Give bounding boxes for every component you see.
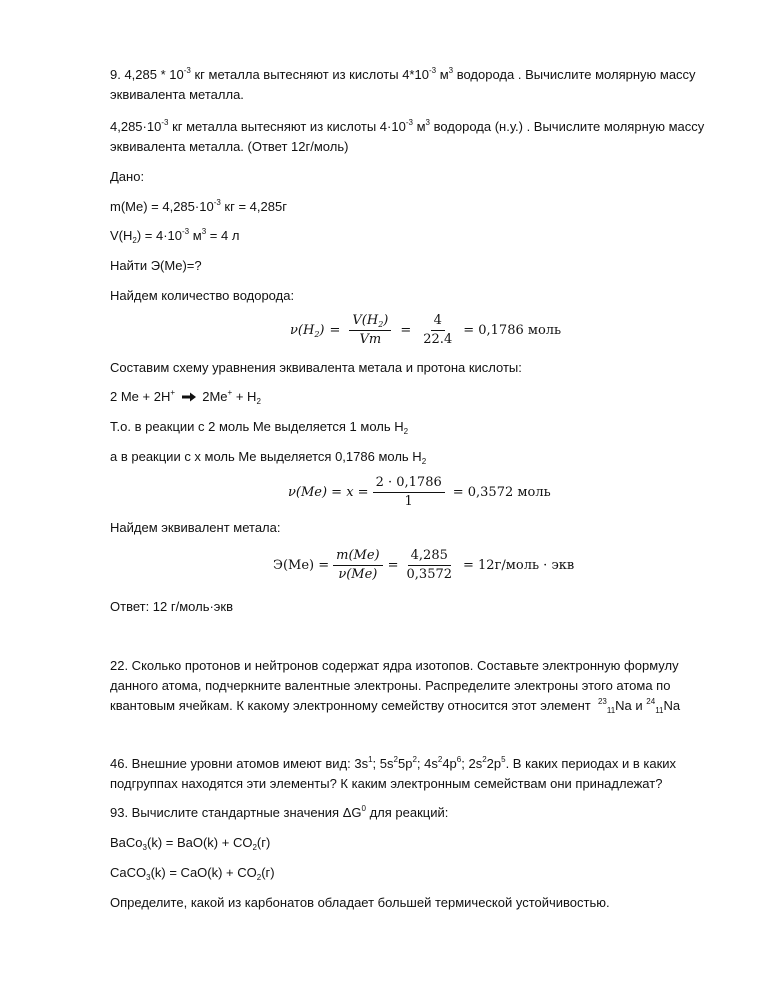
- formula-hydrogen-amount: $\nu(H_2)$ = $\frac{V(H_2)}{Vm}$ = $\frac{4}{22.4}$ = 0,1786 моль: [290, 313, 562, 347]
- problem-46-line-2: подгруппах находятся эти элементы? К каким электронным семействам они принадлежат?: [110, 776, 663, 791]
- formula-metal-amount: ν(Me) = x = $\frac{2 \cdot 0,1786}{1}$ = 0,3572 моль: [288, 475, 551, 509]
- formula-equivalent: Э(Me) = $\frac{m(Me)}{\nu(Me)}$ = $\frac{4,285}{0,3572}$ = 12г/моль · экв: [273, 548, 575, 582]
- problem-9-line-2: эквивалента металла.: [110, 87, 244, 102]
- reaction-equation: 2 Me + 2H+ $2Me^+ + H_2$: [110, 388, 261, 406]
- given-label: Дано:: [110, 169, 145, 184]
- problem-22-line-3: квантовым ячейкам. К какому электронному семейству относится этот элемент $^{23}_{11}$Na и $^{24}_{11}$Na: [110, 697, 681, 715]
- given-volume: $V(H_2) = 4\cdot 10^{-3}$ $м^3 = 4$ л: [110, 227, 240, 245]
- ratio-line-1: Т.о. в реакции с 2 моль Me выделяется 1 моль $H_2$: [110, 419, 409, 436]
- problem-9-line-1: 9. $4,285 * 10^{-3}$ кг металла вытесняют из кислоты $4*10^{-3}$ $м^3$ водорода . Вычислите молярную массу: [110, 66, 696, 82]
- fraction-values: $\frac{4,285}{0,3572}$: [406, 548, 453, 582]
- problem-46-line-1: 46. Внешние уровни атомов имеют вид: $3s^1$; $5s^25p^2$; $4s^24p^6$; $2s^22p^5$. В каких периодах и в каких: [110, 755, 677, 771]
- problem-9b-line-1: $4,285\cdot 10^{-3}$ кг металла вытесняют из кислоты $4\cdot 10^{-3}$ $м^3$ водорода (н.у.) . Вычислите молярную массу: [110, 118, 705, 134]
- scheme-heading: Составим схему уравнения эквивалента метала и протона кислоты:: [110, 360, 522, 375]
- reaction-barium: BaCo$_3$(k) = $BaO(k) + CO_2(г)$: [110, 835, 271, 852]
- arrow-right-icon: [181, 392, 197, 402]
- problem-22-line-1: 22. Сколько протонов и нейтронов содержат ядра изотопов. Составьте электронную формулу: [110, 658, 679, 673]
- find-equivalent-heading: Найдем эквивалент метала:: [110, 520, 281, 535]
- problem-22-line-2: данного атома, подчеркните валентные электроны. Распределите электроны этого атома по: [110, 678, 671, 693]
- fraction-4-over-22-4: $\frac{4}{22.4}$: [423, 313, 453, 347]
- fraction-v-over-vm: $\frac{V(H_2)}{Vm}$: [349, 313, 391, 348]
- ratio-line-2: а в реакции с x моль Me выделяется 0,1786 моль $H_2$: [110, 449, 427, 466]
- fraction-2x-over-1: $\frac{2 \cdot 0,1786}{1}$: [373, 475, 445, 510]
- reaction-calcium: CaCO$_3$(k) = $CaO(k) + CO_2(г)$: [110, 865, 275, 882]
- answer: Ответ: 12 г/моль·экв: [110, 599, 234, 614]
- problem-9b-line-2: эквивалента металла. (Ответ 12г/моль): [110, 139, 349, 154]
- given-mass: $m(Me) = 4,285\cdot 10^{-3}$ кг = 4,285г: [110, 198, 287, 214]
- problem-93-heading: 93. Вычислите стандартные значения $\Delta G^0$ для реакций:: [110, 804, 449, 820]
- find-hydrogen-heading: Найдем количество водорода:: [110, 288, 295, 303]
- final-question: Определите, какой из карбонатов обладает большей термической устойчивостью.: [110, 895, 610, 910]
- fraction-mass-over-amount: $\frac{m(Me)}{\nu(Me)}$: [333, 548, 382, 583]
- find-statement: Найти Э(Me)=?: [110, 258, 202, 273]
